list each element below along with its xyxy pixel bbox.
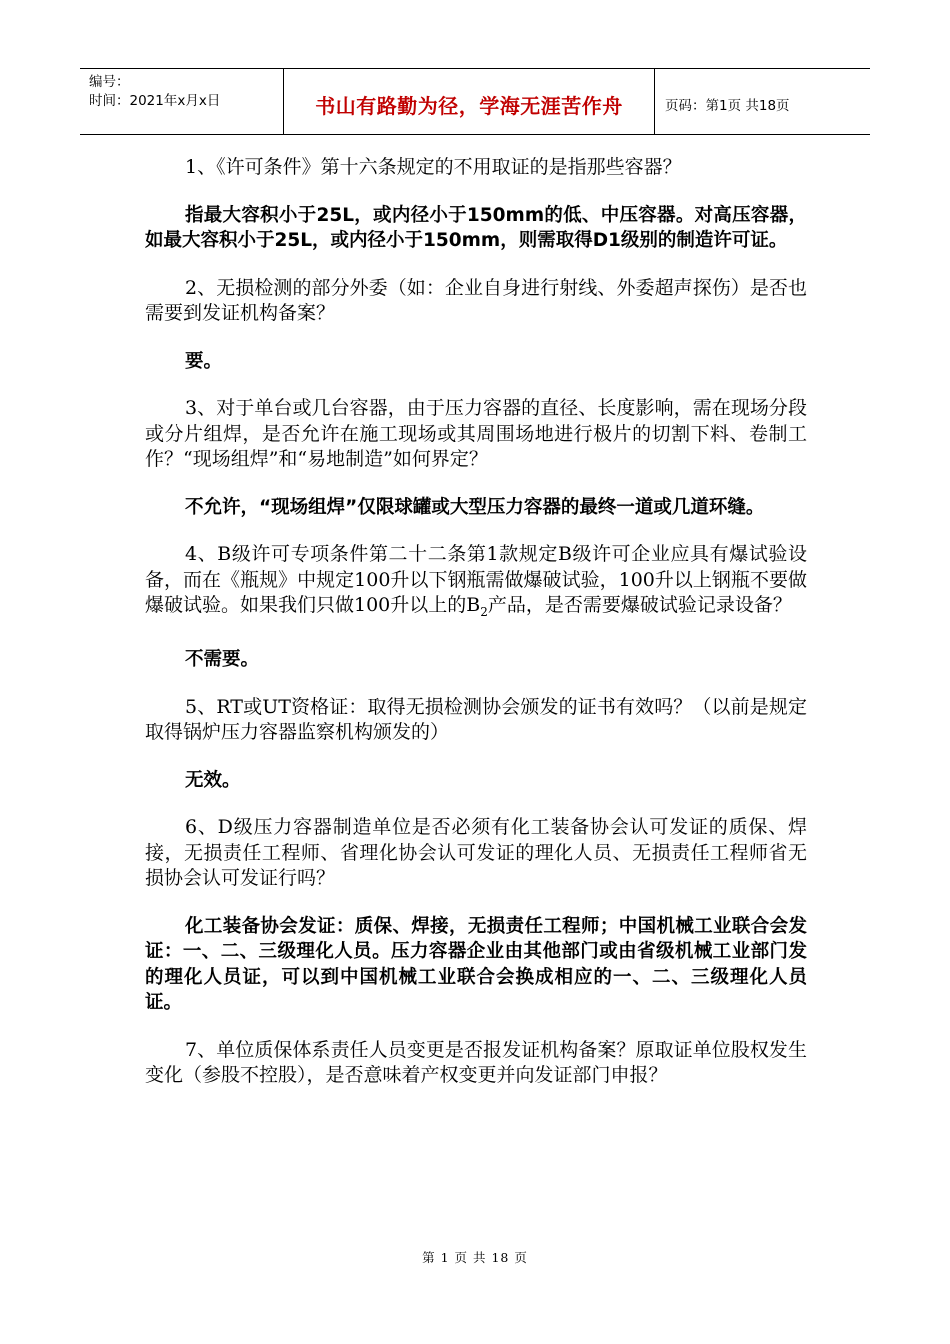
- question-5: 5、RT或UT资格证：取得无损检测协会颁发的证书有效吗？（以前是规定取得锅炉压力容器监察机构颁发的）: [145, 695, 807, 744]
- date-label: 时间：2021年x月x日: [89, 93, 221, 109]
- header-left-cell: [80, 69, 283, 134]
- question-4-text: 4、B级许可专项条件第二十二条第1款规定B级许可企业应具有爆试验设备，而在《瓶规》中规定100升以下钢瓶需做爆破试验，100升以上钢瓶不要做爆破试验。如果我们只做100升以上的B: [145, 543, 807, 616]
- question-4-subscript: 2: [480, 604, 488, 619]
- answer-6: 化工装备协会发证：质保、焊接，无损责任工程师；中国机械工业联合会发证：一、二、三级理化人员。压力容器企业由其他部门或由省级机械工业部门发的理化人员证，可以到中国机械工业联合会换成相应的一、二、三级理化人员证。: [145, 915, 807, 1014]
- question-4-text-end: 产品，是否需要爆破试验记录设备？: [487, 594, 792, 616]
- document-header: [80, 68, 870, 135]
- answer-5: 无效。: [185, 769, 241, 791]
- question-3: 3、对于单台或几台容器，由于压力容器的直径、长度影响，需在现场分段或分片组焊，是否允许在施工现场或其周围场地进行极片的切割下料、卷制工作？“现场组焊”和“易地制造”如何界定？: [145, 397, 807, 470]
- question-2: 2、无损检测的部分外委（如：企业自身进行射线、外委超声探伤）是否也需要到发证机构备案？: [145, 276, 807, 324]
- question-4: [145, 542, 807, 625]
- page-footer: 第 1 页 共 18 页: [422, 1250, 528, 1265]
- document-body: [145, 155, 807, 1111]
- number-label: 编号：: [89, 74, 130, 90]
- question-6: 6、D级压力容器制造单位是否必须有化工装备协会认可发证的质保、焊接，无损责任工程师、省理化协会认可发证的理化人员、无损责任工程师省无损协会认可发证行吗？: [145, 816, 807, 890]
- motto-text: 书山有路勤为径，学海无涯苦作舟: [315, 94, 623, 118]
- page-info: 页码：第1页 共18页: [665, 97, 790, 114]
- header-right-cell: [655, 69, 870, 134]
- answer-2: 要。: [185, 350, 223, 372]
- answer-4: 不需要。: [185, 649, 260, 671]
- question-7: 7、单位质保体系责任人员变更是否报发证机构备案？原取证单位股权发生变化（参股不控股），是否意味着产权变更并向发证部门申报？: [145, 1038, 807, 1087]
- answer-1: 指最大容积小于25L，或内径小于150mm的低、中压容器。对高压容器，如最大容积小于25L，或内径小于150mm，则需取得D1级别的制造许可证。: [145, 204, 807, 251]
- header-middle-cell: [283, 69, 655, 134]
- question-1: 1、《许可条件》第十六条规定的不用取证的是指那些容器？: [185, 156, 682, 178]
- answer-3: 不允许，“现场组焊”仅限球罐或大型压力容器的最终一道或几道环缝。: [185, 496, 765, 518]
